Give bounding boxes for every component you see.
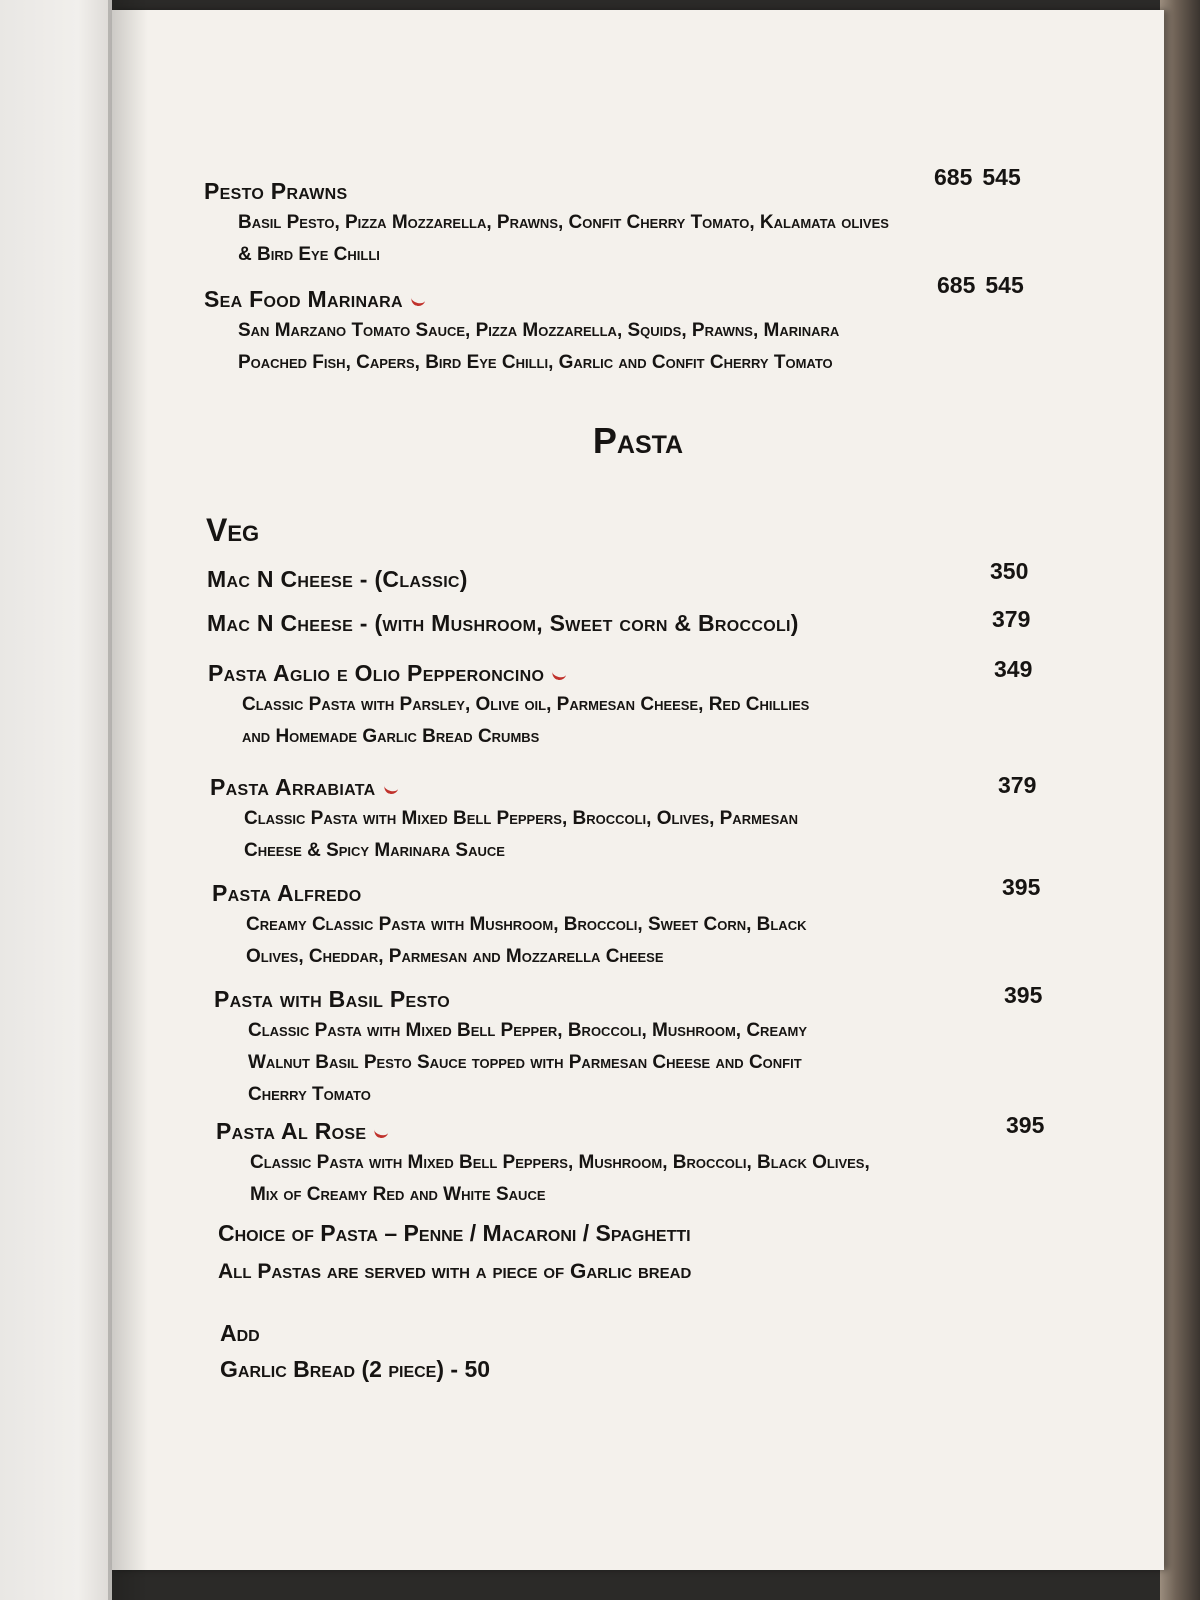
menu-item-pasta-alfredo — [212, 880, 806, 973]
item-prices — [924, 164, 1021, 191]
price-small: 545 — [985, 272, 1024, 298]
pasta-choice-note: Choice of Pasta – Penne / Macaroni / Spaghetti — [218, 1220, 691, 1246]
item-price: 350 — [990, 558, 1029, 584]
menu-item-pasta-al-rose — [216, 1118, 870, 1211]
item-name — [204, 286, 839, 313]
chili-icon — [373, 1127, 389, 1140]
chili-icon — [410, 295, 426, 308]
item-price: 395 — [1002, 874, 1041, 900]
item-description — [248, 1015, 807, 1111]
menu-item-pasta-basil-pesto — [214, 986, 807, 1111]
description-line: Classic Pasta with Parsley, Olive oil, Parmesan Cheese, Red Chillies — [242, 694, 810, 715]
item-price: 379 — [998, 772, 1037, 798]
item-name: Pasta Alfredo — [212, 880, 362, 906]
description-line: & Bird Eye Chilli — [238, 244, 380, 265]
book-fold-shadow — [108, 0, 148, 1600]
left-page — [0, 0, 112, 1600]
item-name: Pesto Prawns — [204, 178, 348, 204]
menu-item-sea-food-marinara — [204, 286, 839, 379]
menu-item-mac-n-cheese-veg — [207, 610, 799, 637]
add-on-item: Garlic Bread (2 piece) - 50 — [220, 1356, 491, 1382]
item-description — [246, 909, 806, 973]
description-line: Mix of Creamy Red and White Sauce — [250, 1184, 546, 1205]
item-description — [250, 1147, 870, 1211]
description-line: Olives, Cheddar, Parmesan and Mozzarella Cheese — [246, 946, 664, 967]
item-price: 379 — [992, 606, 1031, 632]
description-line: Poached Fish, Capers, Bird Eye Chilli, Garlic and Confit Cherry Tomato — [238, 352, 833, 373]
item-description — [242, 689, 809, 753]
description-line: and Homemade Garlic Bread Crumbs — [242, 726, 540, 747]
item-price: 395 — [1004, 982, 1043, 1008]
menu-page — [112, 10, 1164, 1570]
description-line: Cherry Tomato — [248, 1084, 371, 1105]
menu-item-pesto-prawns — [204, 178, 889, 271]
served-with-note: All Pastas are served with a piece of Garlic bread — [218, 1260, 692, 1283]
chili-icon — [383, 783, 399, 796]
price-small: 545 — [982, 164, 1021, 190]
item-name — [210, 774, 798, 801]
description-line: San Marzano Tomato Sauce, Pizza Mozzarella, Squids, Prawns, Marinara — [238, 320, 840, 341]
price-regular: 685 — [934, 164, 973, 190]
add-heading: Add — [220, 1320, 260, 1346]
description-line: Cheese & Spicy Marinara Sauce — [244, 840, 505, 861]
item-price: 395 — [1006, 1112, 1045, 1138]
subsection-title: Veg — [206, 512, 260, 548]
menu-item-pasta-aglio-olio — [208, 660, 809, 753]
item-description — [238, 315, 839, 379]
item-name — [208, 660, 809, 687]
description-line: Basil Pesto, Pizza Mozzarella, Prawns, Confit Cherry Tomato, Kalamata olives — [238, 212, 889, 233]
section-title: Pasta — [592, 420, 684, 461]
menu-item-mac-n-cheese-classic — [207, 566, 468, 593]
description-line: Classic Pasta with Mixed Bell Peppers, Broccoli, Olives, Parmesan — [244, 808, 799, 829]
chili-icon — [551, 669, 567, 682]
item-name: Pasta with Basil Pesto — [214, 986, 451, 1012]
item-name: Mac N Cheese - (Classic) — [207, 566, 468, 592]
menu-item-pasta-arrabiata — [210, 774, 798, 867]
description-line: Creamy Classic Pasta with Mushroom, Broccoli, Sweet Corn, Black — [246, 914, 807, 935]
description-line: Walnut Basil Pesto Sauce topped with Parmesan Cheese and Confit — [248, 1052, 802, 1073]
item-name-text: Pasta Aglio e Olio Pepperoncino — [208, 660, 545, 686]
item-name-text: Sea Food Marinara — [204, 286, 403, 312]
description-line: Classic Pasta with Mixed Bell Peppers, Mushroom, Broccoli, Black Olives, — [250, 1152, 870, 1173]
item-description — [244, 803, 798, 867]
price-regular: 685 — [937, 272, 976, 298]
item-name — [216, 1118, 870, 1145]
item-name: Mac N Cheese - (with Mushroom, Sweet corn & Broccoli) — [207, 610, 799, 636]
item-description — [238, 207, 889, 271]
item-name-text: Pasta Arrabiata — [210, 774, 376, 800]
item-prices — [927, 272, 1024, 299]
page-edge — [1160, 0, 1200, 1600]
description-line: Classic Pasta with Mixed Bell Pepper, Broccoli, Mushroom, Creamy — [248, 1020, 807, 1041]
item-name-text: Pasta Al Rose — [216, 1118, 367, 1144]
item-price: 349 — [994, 656, 1033, 682]
